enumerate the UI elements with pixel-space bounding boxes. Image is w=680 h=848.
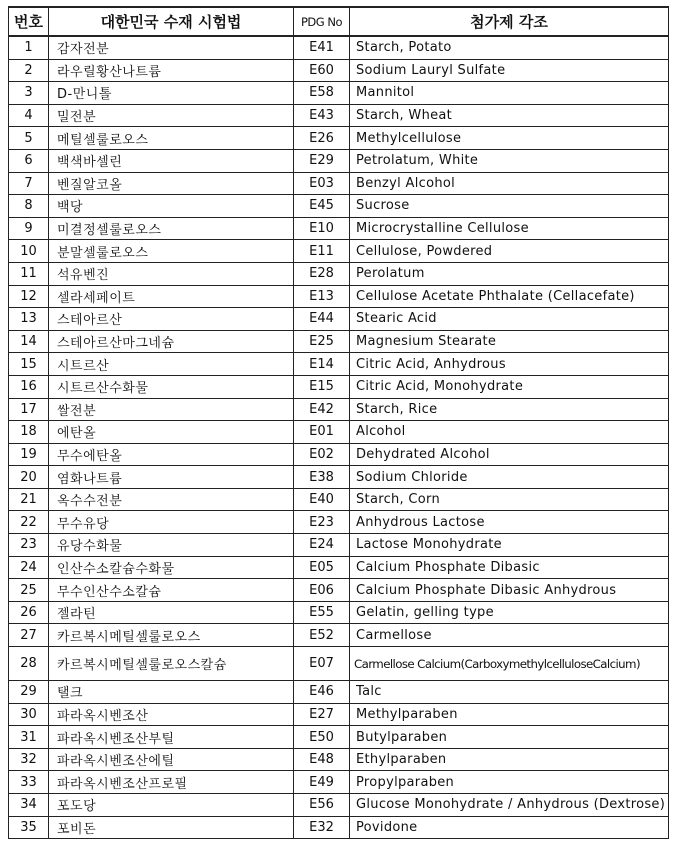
table-row: [9, 511, 669, 534]
row-number: 22: [9, 511, 49, 534]
table-row: [9, 647, 669, 681]
row-number: 16: [9, 375, 49, 398]
row-number: 28: [9, 647, 49, 681]
row-excipient-name: Calcium Phosphate Dibasic: [350, 556, 669, 579]
row-pdg-code: E32: [294, 816, 350, 839]
row-excipient-name: Dehydrated Alcohol: [350, 443, 669, 466]
table-row: [9, 285, 669, 308]
row-number: 4: [9, 104, 49, 127]
row-pdg-code: E41: [294, 36, 350, 59]
row-excipient-name: Butylparaben: [350, 726, 669, 749]
row-pdg-code: E26: [294, 127, 350, 150]
row-pdg-code: E46: [294, 681, 350, 704]
row-pdg-code: E60: [294, 59, 350, 82]
table-header: [9, 7, 669, 36]
row-pdg-code: E44: [294, 308, 350, 331]
row-number: 23: [9, 534, 49, 557]
row-number: 14: [9, 330, 49, 353]
row-excipient-name: Povidone: [350, 816, 669, 839]
row-excipient-name: Calcium Phosphate Dibasic Anhydrous: [350, 579, 669, 602]
row-korean-name: 파라옥시벤조산에틸: [49, 748, 294, 771]
row-number: 33: [9, 771, 49, 794]
row-pdg-code: E11: [294, 240, 350, 263]
row-number: 27: [9, 624, 49, 647]
row-korean-name: 셀라세페이트: [49, 285, 294, 308]
table-row: [9, 771, 669, 794]
row-excipient-name: Talc: [350, 681, 669, 704]
table-row: [9, 375, 669, 398]
row-excipient-name: Starch, Wheat: [350, 104, 669, 127]
row-number: 12: [9, 285, 49, 308]
row-number: 29: [9, 681, 49, 704]
row-excipient-name: Anhydrous Lactose: [350, 511, 669, 534]
row-number: 10: [9, 240, 49, 263]
row-excipient-name: Starch, Rice: [350, 398, 669, 421]
row-pdg-code: E45: [294, 195, 350, 218]
table-row: [9, 726, 669, 749]
row-excipient-name: Magnesium Stearate: [350, 330, 669, 353]
row-pdg-code: E28: [294, 262, 350, 285]
row-korean-name: D-만니톨: [49, 82, 294, 105]
row-korean-name: 무수인산수소칼슘: [49, 579, 294, 602]
row-excipient-name: Gelatin, gelling type: [350, 601, 669, 624]
table-row: [9, 127, 669, 150]
row-number: 1: [9, 36, 49, 59]
row-excipient-name: Methylcellulose: [350, 127, 669, 150]
table-row: [9, 534, 669, 557]
row-pdg-code: E55: [294, 601, 350, 624]
row-excipient-name: Benzyl Alcohol: [350, 172, 669, 195]
header-number: 번호: [9, 7, 49, 36]
row-korean-name: 파라옥시벤조산프로필: [49, 771, 294, 794]
row-korean-name: 스테아르산: [49, 308, 294, 331]
table-row: [9, 240, 669, 263]
row-korean-name: 백당: [49, 195, 294, 218]
row-excipient-name: Methylparaben: [350, 703, 669, 726]
table-row: [9, 82, 669, 105]
row-pdg-code: E01: [294, 421, 350, 444]
excipient-table: [8, 6, 669, 839]
row-korean-name: 카르복시메틸셀룰로오스칼슘: [49, 647, 294, 681]
row-number: 15: [9, 353, 49, 376]
table-row: [9, 556, 669, 579]
row-korean-name: 파라옥시벤조산: [49, 703, 294, 726]
row-excipient-name: Cellulose Acetate Phthalate (Cellacefate): [350, 285, 669, 308]
row-pdg-code: E42: [294, 398, 350, 421]
row-excipient-name: Microcrystalline Cellulose: [350, 217, 669, 240]
row-number: 2: [9, 59, 49, 82]
row-number: 24: [9, 556, 49, 579]
table-row: [9, 308, 669, 331]
row-number: 5: [9, 127, 49, 150]
row-number: 19: [9, 443, 49, 466]
row-pdg-code: E48: [294, 748, 350, 771]
row-pdg-code: E27: [294, 703, 350, 726]
row-pdg-code: E15: [294, 375, 350, 398]
row-excipient-name: Stearic Acid: [350, 308, 669, 331]
row-number: 7: [9, 172, 49, 195]
table-row: [9, 579, 669, 602]
row-number: 13: [9, 308, 49, 331]
row-excipient-name: Lactose Monohydrate: [350, 534, 669, 557]
row-number: 11: [9, 262, 49, 285]
row-excipient-name: Sodium Chloride: [350, 466, 669, 489]
row-excipient-name: Citric Acid, Anhydrous: [350, 353, 669, 376]
row-pdg-code: E40: [294, 488, 350, 511]
row-excipient-name: Starch, Potato: [350, 36, 669, 59]
row-korean-name: 파라옥시벤조산부틸: [49, 726, 294, 749]
row-pdg-code: E24: [294, 534, 350, 557]
row-korean-name: 쌀전분: [49, 398, 294, 421]
row-korean-name: 인산수소칼슘수화물: [49, 556, 294, 579]
row-pdg-code: E49: [294, 771, 350, 794]
header-row: [9, 7, 669, 36]
row-pdg-code: E38: [294, 466, 350, 489]
row-number: 21: [9, 488, 49, 511]
header-excipient: 첨가제 각조: [350, 7, 669, 36]
row-korean-name: 미결정셀룰로오스: [49, 217, 294, 240]
table-row: [9, 217, 669, 240]
row-number: 20: [9, 466, 49, 489]
header-pdg-no: PDG No: [294, 7, 350, 36]
row-excipient-name: Alcohol: [350, 421, 669, 444]
row-pdg-code: E43: [294, 104, 350, 127]
row-excipient-name: Carmellose: [350, 624, 669, 647]
table-row: [9, 104, 669, 127]
table-row: [9, 601, 669, 624]
table-row: [9, 703, 669, 726]
table-row: [9, 748, 669, 771]
row-number: 17: [9, 398, 49, 421]
row-korean-name: 포비돈: [49, 816, 294, 839]
row-excipient-name: Perolatum: [350, 262, 669, 285]
row-number: 31: [9, 726, 49, 749]
row-korean-name: 벤질알코올: [49, 172, 294, 195]
table-row: [9, 443, 669, 466]
table-row: [9, 681, 669, 704]
row-pdg-code: E58: [294, 82, 350, 105]
table-row: [9, 794, 669, 817]
row-number: 9: [9, 217, 49, 240]
row-pdg-code: E10: [294, 217, 350, 240]
row-number: 25: [9, 579, 49, 602]
table-row: [9, 36, 669, 59]
row-number: 32: [9, 748, 49, 771]
row-korean-name: 무수에탄올: [49, 443, 294, 466]
row-excipient-name: Mannitol: [350, 82, 669, 105]
table-row: [9, 353, 669, 376]
row-number: 3: [9, 82, 49, 105]
table-row: [9, 398, 669, 421]
row-excipient-name: Petrolatum, White: [350, 149, 669, 172]
row-excipient-name: Glucose Monohydrate / Anhydrous (Dextrose): [350, 794, 669, 817]
row-pdg-code: E05: [294, 556, 350, 579]
row-excipient-name: Carmellose Calcium(CarboxymethylcelluloseCalcium): [350, 647, 669, 681]
row-korean-name: 스테아르산마그네슘: [49, 330, 294, 353]
row-korean-name: 염화나트륨: [49, 466, 294, 489]
row-pdg-code: E07: [294, 647, 350, 681]
row-korean-name: 젤라틴: [49, 601, 294, 624]
row-pdg-code: E56: [294, 794, 350, 817]
table-row: [9, 59, 669, 82]
row-number: 26: [9, 601, 49, 624]
row-excipient-name: Starch, Corn: [350, 488, 669, 511]
table-row: [9, 466, 669, 489]
row-number: 34: [9, 794, 49, 817]
row-excipient-name: Propylparaben: [350, 771, 669, 794]
header-korean-method: 대한민국 수재 시험법: [49, 7, 294, 36]
row-korean-name: 분말셀룰로오스: [49, 240, 294, 263]
row-korean-name: 감자전분: [49, 36, 294, 59]
table-body: [9, 36, 669, 839]
row-korean-name: 밀전분: [49, 104, 294, 127]
row-number: 6: [9, 149, 49, 172]
row-pdg-code: E06: [294, 579, 350, 602]
excipient-table-container: [8, 6, 668, 839]
row-pdg-code: E23: [294, 511, 350, 534]
table-row: [9, 195, 669, 218]
table-row: [9, 421, 669, 444]
row-korean-name: 옥수수전분: [49, 488, 294, 511]
row-pdg-code: E13: [294, 285, 350, 308]
row-korean-name: 포도당: [49, 794, 294, 817]
row-number: 8: [9, 195, 49, 218]
row-korean-name: 라우릴황산나트륨: [49, 59, 294, 82]
row-korean-name: 에탄올: [49, 421, 294, 444]
row-excipient-name: Sucrose: [350, 195, 669, 218]
row-korean-name: 무수유당: [49, 511, 294, 534]
row-korean-name: 시트르산: [49, 353, 294, 376]
row-excipient-name: Ethylparaben: [350, 748, 669, 771]
row-number: 18: [9, 421, 49, 444]
row-pdg-code: E14: [294, 353, 350, 376]
table-row: [9, 624, 669, 647]
row-pdg-code: E29: [294, 149, 350, 172]
table-row: [9, 262, 669, 285]
row-pdg-code: E03: [294, 172, 350, 195]
row-korean-name: 탤크: [49, 681, 294, 704]
row-excipient-name: Sodium Lauryl Sulfate: [350, 59, 669, 82]
row-pdg-code: E25: [294, 330, 350, 353]
row-korean-name: 백색바셀린: [49, 149, 294, 172]
row-korean-name: 석유벤진: [49, 262, 294, 285]
table-row: [9, 816, 669, 839]
row-pdg-code: E02: [294, 443, 350, 466]
table-row: [9, 172, 669, 195]
row-korean-name: 시트르산수화물: [49, 375, 294, 398]
row-excipient-name: Citric Acid, Monohydrate: [350, 375, 669, 398]
row-korean-name: 카르복시메틸셀룰로오스: [49, 624, 294, 647]
table-row: [9, 488, 669, 511]
row-pdg-code: E52: [294, 624, 350, 647]
row-number: 35: [9, 816, 49, 839]
table-row: [9, 149, 669, 172]
row-korean-name: 메틸셀룰로오스: [49, 127, 294, 150]
row-pdg-code: E50: [294, 726, 350, 749]
row-excipient-name: Cellulose, Powdered: [350, 240, 669, 263]
row-number: 30: [9, 703, 49, 726]
table-row: [9, 330, 669, 353]
row-korean-name: 유당수화물: [49, 534, 294, 557]
